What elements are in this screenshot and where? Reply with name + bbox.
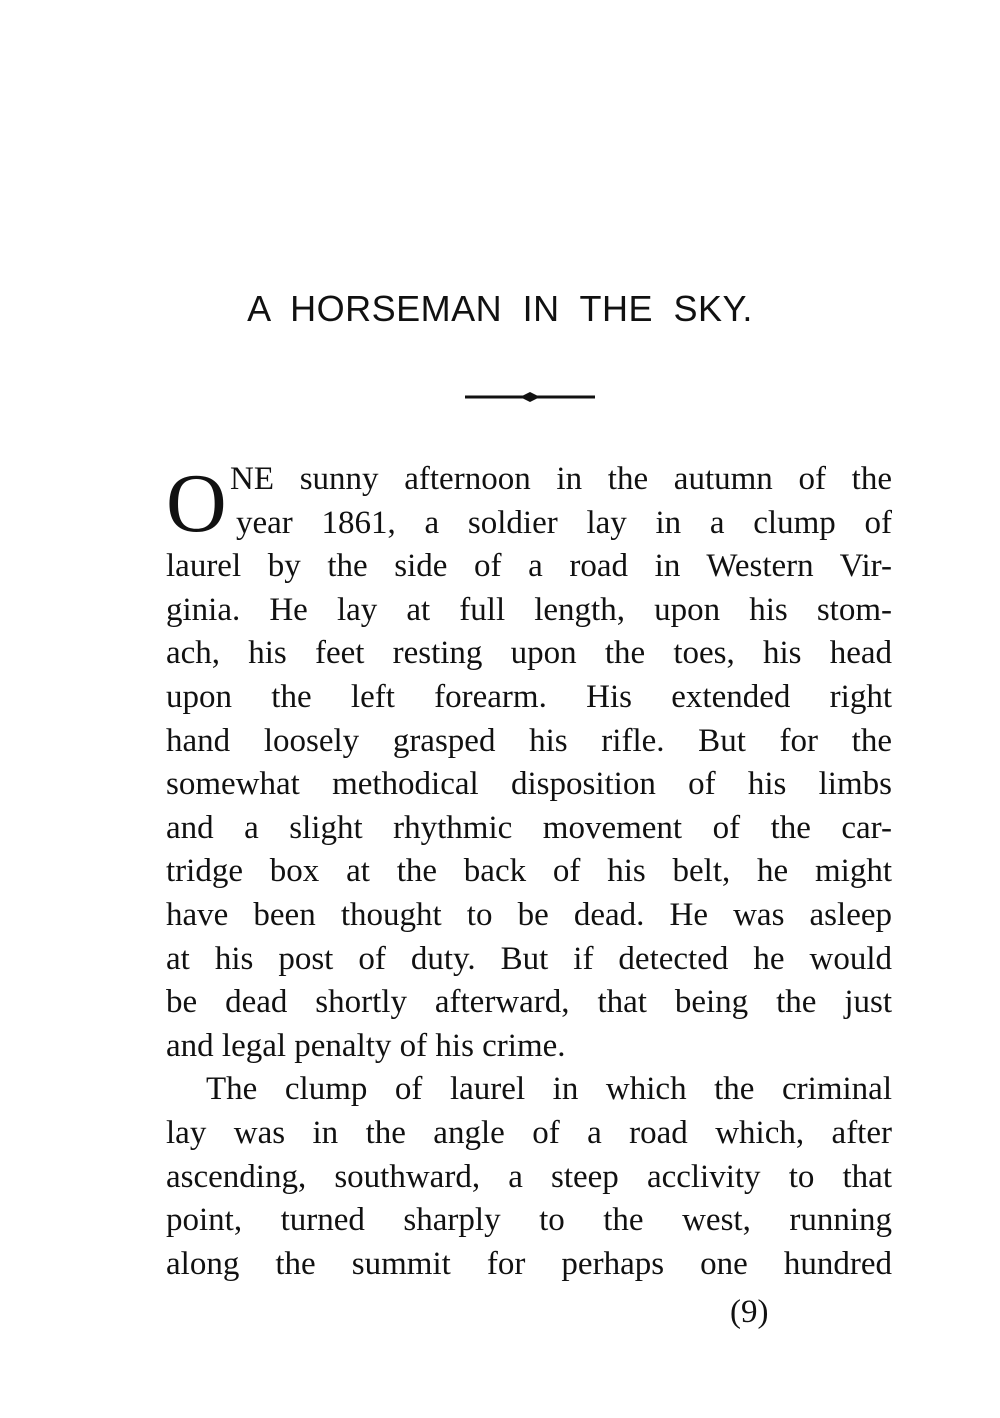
- text-line: ginia. He lay at full length, upon his stom-: [166, 591, 892, 628]
- text-line: year 1861, a soldier lay in a clump of: [236, 504, 892, 541]
- text-line: have been thought to be dead. He was asleep: [166, 896, 892, 933]
- page-number: (9): [730, 1294, 769, 1330]
- ornamental-rule-icon: [465, 389, 595, 405]
- text-line: ascending, southward, a steep acclivity to that: [166, 1158, 892, 1195]
- chapter-title: A HORSEMAN IN THE SKY.: [247, 288, 753, 329]
- text-line: and a slight rhythmic movement of the car-: [166, 809, 892, 846]
- paragraph-2: [166, 1068, 892, 1286]
- text-line: at his post of duty. But if detected he would: [166, 940, 892, 977]
- text-line: be dead shortly afterward, that being the just: [166, 984, 892, 1021]
- text-line: ach, his feet resting upon the toes, his head: [166, 635, 892, 672]
- text-line: along the summit for perhaps one hundred: [166, 1245, 892, 1282]
- text-line: The clump of laurel in which the criminal: [206, 1071, 892, 1108]
- body-text: [166, 458, 892, 1286]
- text-line: NE sunny afternoon in the autumn of the: [230, 461, 892, 497]
- text-line: lay was in the angle of a road which, after: [166, 1114, 892, 1151]
- text-line: hand loosely grasped his rifle. But for the: [166, 722, 892, 759]
- text-line: and legal penalty of his crime.: [166, 1027, 566, 1064]
- text-line: point, turned sharply to the west, running: [166, 1202, 892, 1239]
- paragraph-1: [166, 458, 892, 1068]
- drop-cap: O: [166, 457, 227, 550]
- text-line: upon the left forearm. His extended right: [166, 678, 892, 715]
- text-line: somewhat methodical disposition of his limbs: [166, 766, 892, 803]
- text-line: laurel by the side of a road in Western Vir-: [166, 548, 892, 585]
- text-line: tridge box at the back of his belt, he might: [166, 853, 892, 890]
